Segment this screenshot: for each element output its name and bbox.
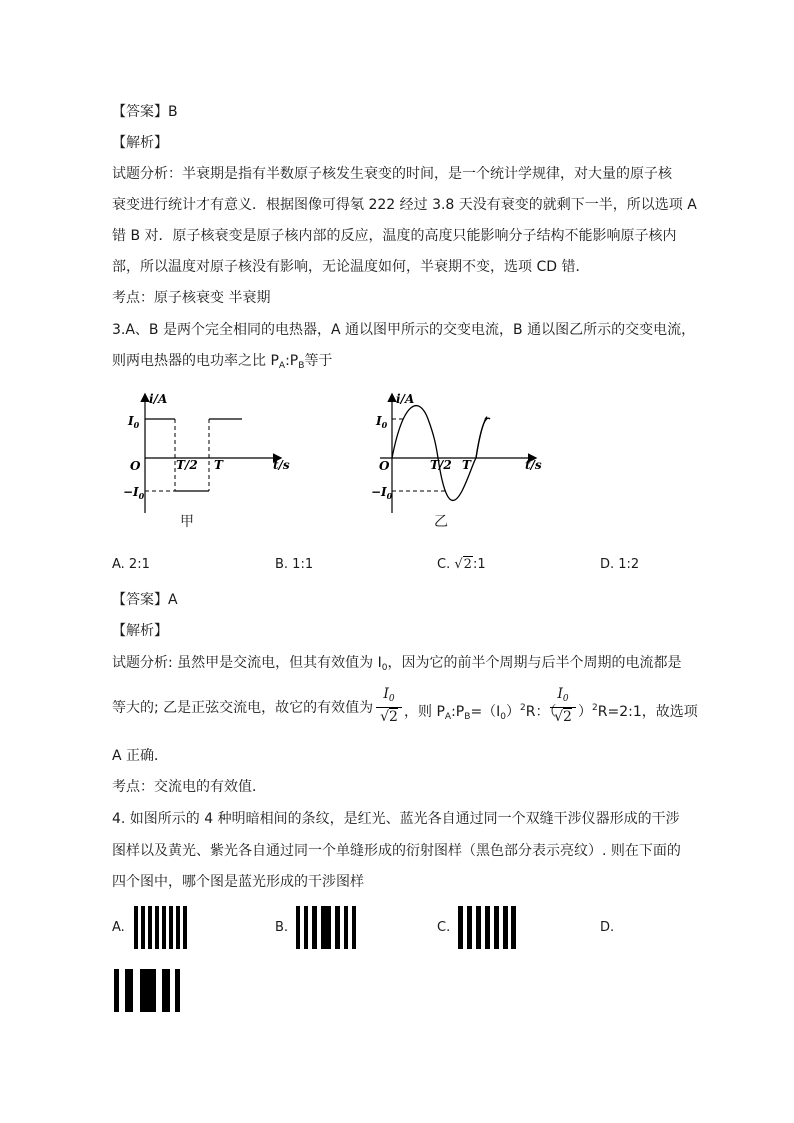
- q4-stem-line1: 4. 如图所示的 4 种明暗相间的条纹，是红光、蓝光各自通过同一个双缝干涉仪器形成的干涉: [112, 811, 680, 827]
- answer-tag: 【答案】: [112, 104, 168, 120]
- fraction-i0-over-sqrt2: $\frac{I_0}{√2}$: [550, 686, 576, 726]
- q4-option-b-label: B.: [275, 920, 289, 935]
- option-d: D. 1:2: [600, 557, 640, 572]
- i0-label: $I_0$: [376, 414, 388, 430]
- fringe: [503, 906, 508, 949]
- answer-tag: 【答案】: [112, 592, 168, 608]
- fringe: [344, 906, 348, 949]
- half-period-label: T/2: [176, 458, 198, 472]
- fringe-pattern-d: [114, 969, 180, 1012]
- graph-a-square-wave: [120, 385, 300, 535]
- fringe: [352, 906, 356, 949]
- option-b: B. 1:1: [275, 557, 314, 572]
- fringe: [485, 906, 490, 949]
- q3-analysis-line2: 等大的; 乙是正弦交流电，故它的有效值为: [112, 700, 374, 716]
- fringe-pattern-b: [296, 906, 358, 949]
- answer-value: A: [168, 592, 178, 608]
- fringe: [141, 906, 145, 949]
- fringe-pattern-c: [458, 906, 516, 949]
- x-axis-label: t/s: [525, 458, 542, 472]
- origin-label: O: [379, 459, 390, 473]
- q3-key-point: 考点：交流电的有效值．: [112, 779, 266, 795]
- graph-a-caption: 甲: [180, 514, 194, 530]
- sine-wave-curve: [392, 406, 487, 501]
- q4-stem-line3: 四个图中，哪个图是蓝光形成的干涉图样: [112, 874, 364, 890]
- q2-analysis-line: 错 B 对．原子核衰变是原子核内部的反应，温度的高度只能影响分子结构不能影响原子核内: [112, 228, 677, 244]
- fringe: [335, 906, 340, 949]
- y-axis-label: i/A: [396, 392, 415, 406]
- period-label: T: [214, 458, 223, 472]
- x-axis-label: t/s: [273, 458, 290, 472]
- fringe: [511, 906, 516, 949]
- fringe: [183, 906, 187, 949]
- fringe: [467, 906, 472, 949]
- fringe: [304, 906, 308, 949]
- origin-label: O: [130, 459, 141, 473]
- q3-analysis-tag: 【解析】: [112, 623, 168, 639]
- q3-answer-line: [112, 590, 178, 610]
- q2-answer-line: [112, 102, 178, 122]
- answer-value: B: [168, 104, 178, 120]
- q3-analysis-line3: A 正确．: [112, 748, 169, 764]
- fringe: [312, 906, 317, 949]
- fraction-i0-over-sqrt2: $\frac{I_0}{√2}$: [376, 686, 402, 726]
- sine-wave-curve: [476, 418, 490, 458]
- half-period-label: T/2: [430, 458, 452, 472]
- fringe: [155, 906, 159, 949]
- fringe: [169, 906, 173, 949]
- q2-key-point: 考点：原子核衰变 半衰期: [112, 290, 271, 306]
- fringe: [148, 906, 152, 949]
- q4-option-a-label: A.: [112, 920, 125, 935]
- q3-stem-line2: 则两电热器的电功率之比 $P_A:P_B$等于: [112, 353, 333, 371]
- fringe: [162, 969, 170, 1012]
- graph-b-caption: 乙: [434, 514, 448, 530]
- option-c: C. √2:1: [437, 557, 486, 572]
- fringe-pattern-a: [134, 906, 188, 949]
- neg-i0-label: $-I_0$: [371, 485, 393, 501]
- fringe: [162, 906, 166, 949]
- q2-analysis-line: 部，所以温度对原子核没有影响，无论温度如何，半衰期不变，选项 CD 错．: [112, 259, 590, 275]
- fringe: [494, 906, 499, 949]
- q2-analysis-line: 衰变进行统计才有意义．根据图像可得氡 222 经过 3.8 天没有衰变的就剩下一半，所以选项 A: [112, 197, 697, 213]
- fringe: [175, 969, 180, 1012]
- y-axis-label: i/A: [149, 392, 168, 406]
- q3-analysis-line2-middle: ，则 $P_A:P_B=(I_0)^2R$：（: [404, 703, 557, 722]
- q4-option-d-label: D.: [600, 920, 615, 935]
- q3-analysis-line2-end: ）$^2$R=2:1，故选项: [578, 703, 698, 720]
- sqrt-symbol: √2: [454, 557, 472, 572]
- option-a: A. 2:1: [112, 557, 150, 572]
- i0-label: $I_0$: [128, 414, 140, 430]
- q2-analysis-tag: 【解析】: [112, 135, 168, 151]
- q4-stem-line2: 图样以及黄光、紫光各自通过同一个单缝形成的衍射图样（黑色部分表示亮纹）. 则在下面的: [112, 843, 681, 859]
- fringe: [476, 906, 481, 949]
- neg-i0-label: $-I_0$: [123, 485, 145, 501]
- q3-analysis-line1: 试题分析: 虽然甲是交流电，但其有效值为 $I_0$，因为它的前半个周期与后半个周期的电流都是: [112, 655, 682, 673]
- q4-option-c-label: C.: [437, 920, 451, 935]
- fringe: [296, 906, 300, 949]
- graph-b-sine-wave: [365, 385, 555, 535]
- fringe: [321, 906, 331, 949]
- q2-analysis-line: 试题分析：半衰期是指有半数原子核发生衰变的时间，是一个统计学规律，对大量的原子核: [112, 166, 672, 182]
- q3-stem-line1: 3.A、B 是两个完全相同的电热器，A 通以图甲所示的交变电流，B 通以图乙所示的交变电流，: [112, 322, 696, 338]
- fringe: [125, 969, 133, 1012]
- fringe: [134, 906, 138, 949]
- period-label: T: [462, 458, 471, 472]
- fringe: [140, 969, 156, 1012]
- fringe: [114, 969, 119, 1012]
- fringe: [176, 906, 180, 949]
- fringe: [458, 906, 463, 949]
